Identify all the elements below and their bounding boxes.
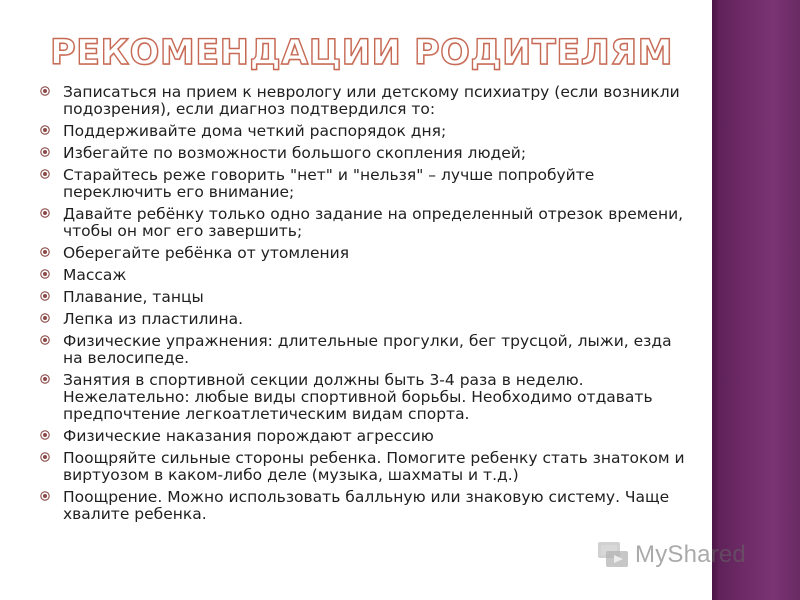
side-band: [712, 0, 800, 600]
ornate-bullet-icon: [40, 430, 50, 440]
list-item-text: Лепка из пластилина.: [63, 310, 244, 328]
list-item-text: Старайтесь реже говорить "нет" и "нельзя" – лучше попробуйте переключить его внимание;: [63, 166, 595, 201]
ornate-bullet-icon: [40, 313, 50, 323]
list-item: [40, 267, 690, 284]
list-item-text: Поощрение. Можно использовать балльную или знаковую систему. Чаще хвалите ребенка.: [63, 488, 670, 523]
list-item-text: Физические наказания порождают агрессию: [63, 427, 434, 445]
ornate-bullet-icon: [40, 452, 50, 462]
list-item-text: Записаться на прием к неврологу или детскому психиатру (если возникли подозрения), если диагноз подтвердился то:: [63, 83, 680, 118]
list-item-text: Занятия в спортивной секции должны быть 3-4 раза в неделю. Нежелательно: любые виды спортивной борьбы. Необходимо отдавать предпочтение легкоатлетическим видам спорта.: [63, 371, 653, 423]
ornate-bullet-icon: [40, 269, 50, 279]
list-item-text: Давайте ребёнку только одно задание на определенный отрезок времени, чтобы он мог его завершить;: [63, 205, 684, 240]
list-item: [40, 123, 690, 140]
list-item: [40, 333, 690, 367]
ornate-bullet-icon: [40, 374, 50, 384]
myshared-logo-icon: [597, 540, 631, 570]
list-item: [40, 289, 690, 306]
list-item: [40, 145, 690, 162]
ornate-bullet-icon: [40, 247, 50, 257]
list-item: [40, 428, 690, 445]
list-item: [40, 372, 690, 423]
side-band-edge: [712, 0, 718, 600]
list-item: [40, 167, 690, 201]
ornate-bullet-icon: [40, 208, 50, 218]
list-item-text: Плавание, танцы: [63, 288, 204, 306]
list-item: [40, 206, 690, 240]
list-item-text: Оберегайте ребёнка от утомления: [63, 244, 350, 262]
slide-title: РЕКОМЕНДАЦИИ РОДИТЕЛЯМ: [50, 33, 673, 73]
list-item-text: Поддерживайте дома четкий распорядок дня;: [63, 122, 447, 140]
ornate-bullet-icon: [40, 291, 50, 301]
list-item-text: Поощряйте сильные стороны ребенка. Помогите ребенку стать знатоком и виртуозом в каком-либо деле (музыка, шахматы и т.д.): [63, 449, 685, 484]
list-item: [40, 245, 690, 262]
list-item: [40, 311, 690, 328]
ornate-bullet-icon: [40, 335, 50, 345]
ornate-bullet-icon: [40, 147, 50, 157]
watermark-text: MyShared: [635, 541, 746, 568]
ornate-bullet-icon: [40, 86, 50, 96]
list-item-text: Избегайте по возможности большого скопления людей;: [63, 144, 527, 162]
list-item-text: Физические упражнения: длительные прогулки, бег трусцой, лыжи, езда на велосипеде.: [63, 332, 672, 367]
ornate-bullet-icon: [40, 491, 50, 501]
list-item: [40, 489, 690, 523]
ornate-bullet-icon: [40, 125, 50, 135]
bullet-list: [40, 84, 690, 528]
list-item-text: Массаж: [63, 266, 127, 284]
list-item: [40, 84, 690, 118]
list-item: [40, 450, 690, 484]
ornate-bullet-icon: [40, 169, 50, 179]
